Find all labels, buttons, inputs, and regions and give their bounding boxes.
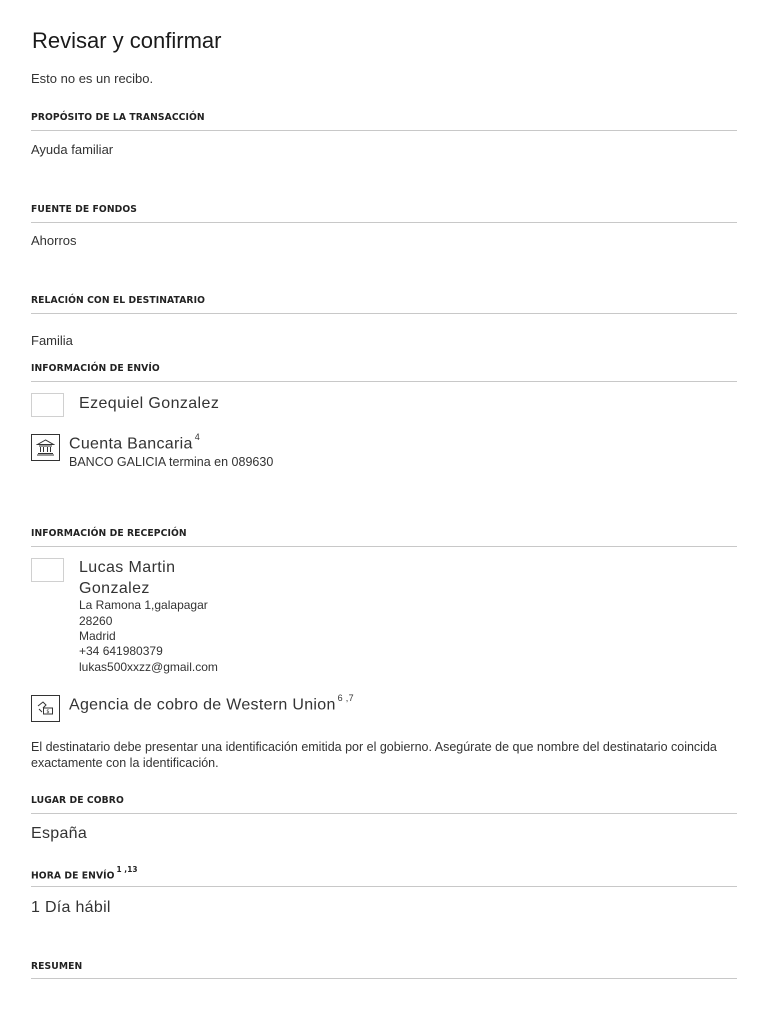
funds-divider <box>31 222 737 223</box>
sender-method <box>69 434 200 453</box>
receiver-method <box>69 695 354 714</box>
sender-name: Ezequiel Gonzalez <box>79 395 220 412</box>
sender-method-text: Cuenta Bancaria <box>69 435 193 453</box>
receiver-method-footnote: 6 ,7 <box>337 693 354 703</box>
id-notice: El destinatario debe presentar una identificación emitida por el gobierno. Asegúrate de que nombre del destinatario coincida exactamente con la identificación. <box>31 740 717 770</box>
receiver-divider <box>31 546 737 547</box>
bank-icon <box>31 434 60 461</box>
send-time-label-text: HORA DE ENVÍO <box>31 870 115 882</box>
sender-account: BANCO GALICIA termina en 089630 <box>69 455 274 469</box>
receiver-city: Madrid <box>79 629 116 643</box>
not-a-receipt-note: Esto no es un recibo. <box>31 71 154 86</box>
receiver-avatar <box>31 558 64 582</box>
relation-value: Familia <box>31 333 73 348</box>
relation-divider <box>31 313 737 314</box>
send-time-label <box>31 867 138 881</box>
funds-value: Ahorros <box>31 233 77 248</box>
sender-label: INFORMACIÓN DE ENVÍO <box>31 363 160 374</box>
purpose-divider <box>31 130 737 131</box>
purpose-value: Ayuda familiar <box>31 142 114 157</box>
purpose-label: PROPÓSITO DE LA TRANSACCIÓN <box>31 112 205 123</box>
pickup-divider <box>31 813 737 814</box>
receiver-method-text: Agencia de cobro de Western Union <box>69 696 336 714</box>
svg-text:$: $ <box>46 709 50 715</box>
receiver-phone: +34 641980379 <box>79 644 163 658</box>
sender-divider <box>31 381 737 382</box>
receiver-name-last: Gonzalez <box>79 580 150 597</box>
receiver-name-first: Lucas Martin <box>79 559 176 576</box>
receiver-email: lukas500xxzz@gmail.com <box>79 660 218 674</box>
relation-label: RELACIÓN CON EL DESTINATARIO <box>31 295 206 306</box>
receiver-label: INFORMACIÓN DE RECEPCIÓN <box>31 528 187 539</box>
send-time-divider <box>31 886 737 887</box>
cash-pickup-icon <box>31 695 60 722</box>
send-time-footnote: 1 ,13 <box>116 865 138 874</box>
summary-label: RESUMEN <box>31 961 83 972</box>
sender-method-footnote: 4 <box>194 432 200 442</box>
sender-avatar <box>31 393 64 417</box>
send-time-value: 1 Día hábil <box>31 899 111 916</box>
page-title: Revisar y confirmar <box>32 28 222 53</box>
pickup-label: LUGAR DE COBRO <box>31 795 124 806</box>
funds-label: FUENTE DE FONDOS <box>31 204 138 215</box>
summary-divider <box>31 978 737 979</box>
pickup-value: España <box>31 825 88 842</box>
receiver-address: La Ramona 1,galapagar <box>79 598 208 612</box>
receiver-postal-code: 28260 <box>79 614 113 628</box>
